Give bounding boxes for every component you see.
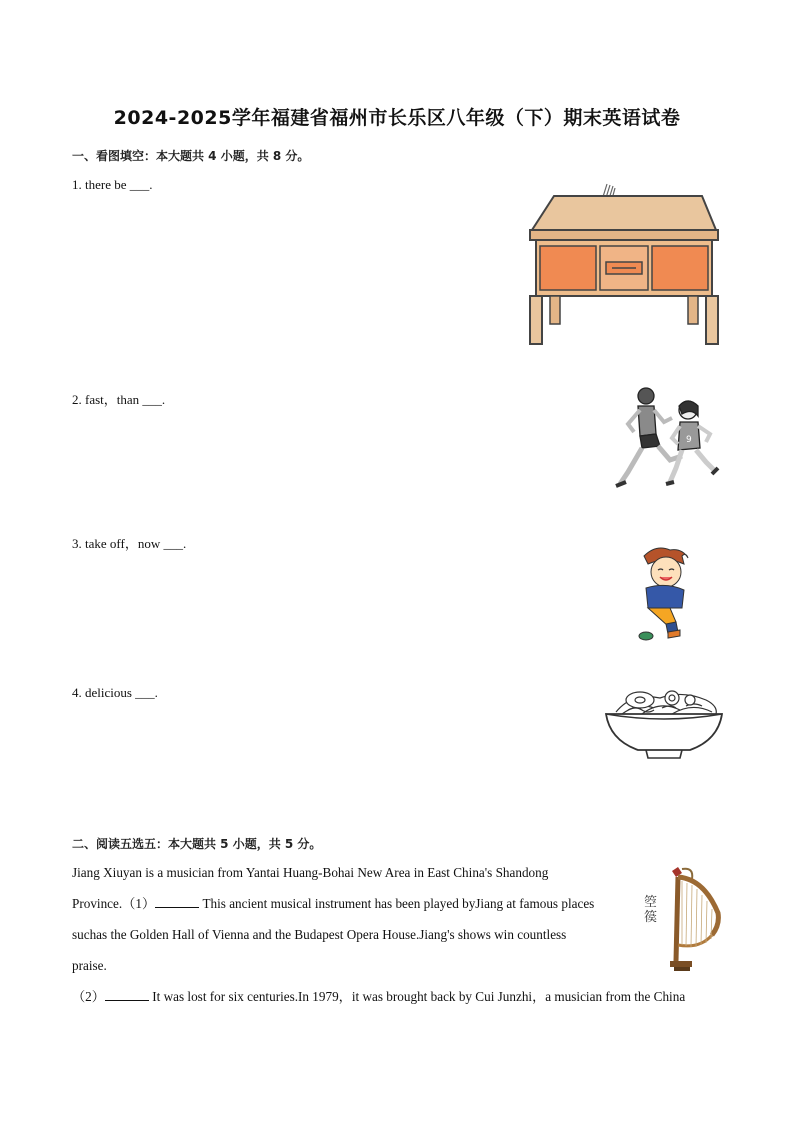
question-1: 1. there be ___.: [72, 177, 153, 192]
question-3: 3. take off，now ___.: [72, 536, 187, 551]
reading-passage: [72, 857, 732, 1012]
question-2: 2. fast，than ___.: [72, 392, 166, 407]
desk-image: [524, 178, 724, 350]
noodle-bowl-image: [602, 684, 726, 762]
boy-image: [636, 546, 692, 642]
blank-2[interactable]: [105, 989, 149, 1001]
blank-1[interactable]: [155, 896, 199, 908]
passage-line-5: （2） It was lost for six centuries.In 1979，it was brought back by Cui Junzhi，a musician from the China: [72, 989, 686, 1004]
passage-line-4: praise.: [72, 958, 107, 973]
svg-text:9: 9: [686, 435, 692, 445]
passage-line-3: suchas the Golden Hall of Vienna and the Budapest Opera House.Jiang's shows win countless: [72, 927, 567, 942]
section1-heading: 一、看图填空：本大题共 4 小题，共 8 分。: [72, 149, 310, 163]
question-4: 4. delicious ___.: [72, 685, 158, 700]
section2-heading: 二、阅读五选五：本大题共 5 小题，共 5 分。: [72, 837, 322, 851]
page-title: 2024-2025学年福建省福州市长乐区八年级（下）期末英语试卷: [113, 107, 681, 129]
passage-line-1: Jiang Xiuyan is a musician from Yantai Huang-Bohai New Area in East China's Shandong: [72, 865, 549, 880]
passage-line-2: Province.（1） This ancient musical instrument has been played byJiang at famous places: [72, 896, 595, 911]
runners-image: [606, 384, 724, 494]
harp-label: 箜篌: [644, 895, 658, 925]
